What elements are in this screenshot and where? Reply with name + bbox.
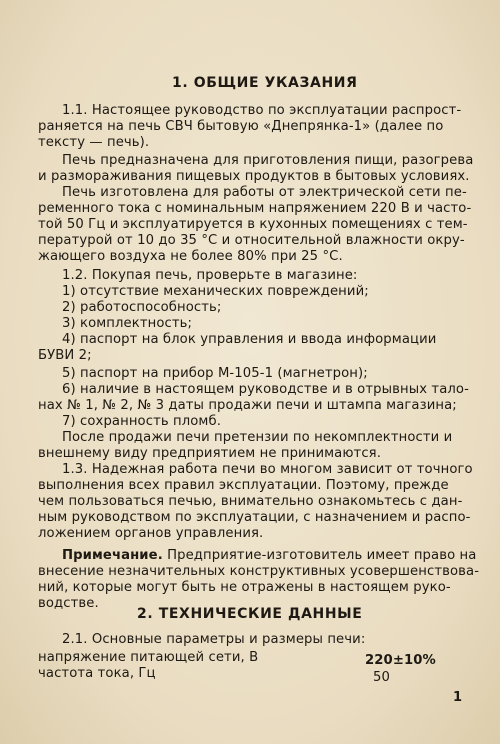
paragraph-1-3-line-4: ным руководством по эксплуатации, с назначением и распо- bbox=[38, 510, 471, 525]
spec-frequency-value: 50 bbox=[373, 670, 390, 685]
checklist-item-4-line-2: БУВИ 2; bbox=[38, 348, 92, 363]
section-1-heading: 1. ОБЩИЕ УКАЗАНИЯ bbox=[172, 75, 358, 91]
spec-frequency-label: частота тока, Гц bbox=[38, 666, 156, 681]
checklist-item-7: 7) сохранность пломб. bbox=[62, 414, 222, 429]
spec-voltage-value: 220±10% bbox=[365, 653, 436, 668]
specs-intro: 2.1. Основные параметры и размеры печи: bbox=[62, 632, 366, 647]
checklist-item-6-line-2: нах № 1, № 2, № 3 даты продажи печи и штампа магазина; bbox=[38, 398, 457, 413]
checklist-item-2: 2) работоспособность; bbox=[62, 300, 222, 315]
paragraph-1-3-line-5: ложением органов управления. bbox=[38, 526, 264, 541]
page-number: 1 bbox=[453, 690, 463, 705]
checklist-item-5: 5) паспорт на прибор М-105-1 (магнетрон); bbox=[62, 366, 368, 381]
note-line-3: ний, которые могут быть не отражены в настоящем руко- bbox=[38, 580, 451, 595]
checklist-item-4-line-1: 4) паспорт на блок управления и ввода информации bbox=[62, 332, 437, 347]
claims-paragraph-line-1: После продажи печи претензии по некомплектности и bbox=[62, 430, 453, 445]
checklist-item-3: 3) комплектность; bbox=[62, 316, 193, 331]
paragraph-power-line-5: жающего воздуха не более 80% при 25 °С. bbox=[38, 249, 343, 264]
note-text: Предприятие-изготовитель имеет право на bbox=[162, 548, 477, 563]
checklist-intro: 1.2. Покупая печь, проверьте в магазине: bbox=[62, 268, 358, 283]
note-line-2: внесение незначительных конструктивных усовершенствова- bbox=[38, 564, 480, 579]
paragraph-power-line-3: той 50 Гц и эксплуатируется в кухонных помещениях с тем- bbox=[38, 217, 468, 232]
checklist-item-6-line-1: 6) наличие в настоящем руководстве и в отрывных тало- bbox=[62, 382, 469, 397]
paragraph-1-3-line-1: 1.3. Надежная работа печи во многом зависит от точного bbox=[62, 462, 473, 477]
claims-paragraph-line-2: внешнему виду предприятием не принимаются. bbox=[38, 446, 382, 461]
paragraph-purpose-line-2: и размораживания пищевых продуктов в бытовых условиях. bbox=[38, 169, 470, 184]
paragraph-1-1-line-2: раняется на печь СВЧ бытовую «Днепрянка-1» (далее по bbox=[38, 119, 444, 134]
paragraph-1-1-line-3: тексту — печь). bbox=[38, 135, 150, 150]
paragraph-1-3-line-3: чем пользоваться печью, внимательно ознакомьтесь с дан- bbox=[38, 494, 463, 509]
paragraph-power-line-2: ременного тока с номинальным напряжением 220 В и часто- bbox=[38, 201, 472, 216]
paragraph-power-line-1: Печь изготовлена для работы от электрической сети пе- bbox=[62, 185, 467, 200]
checklist-item-1: 1) отсутствие механических повреждений; bbox=[62, 284, 369, 299]
note-label: Примечание. bbox=[62, 548, 163, 563]
paragraph-purpose-line-1: Печь предназначена для приготовления пищи, разогрева bbox=[62, 153, 474, 168]
section-2-heading: 2. ТЕХНИЧЕСКИЕ ДАННЫЕ bbox=[137, 606, 363, 622]
paragraph-power-line-4: пературой от 10 до 35 °С и относительной влажности окру- bbox=[38, 233, 465, 248]
paragraph-1-3-line-2: выполнения всех правил эксплуатации. Поэтому, прежде bbox=[38, 478, 449, 493]
paragraph-1-1-line-1: 1.1. Настоящее руководство по эксплуатации распрост- bbox=[62, 103, 462, 118]
note-line-4: водстве. bbox=[38, 596, 99, 611]
note-line-1 bbox=[62, 548, 476, 563]
spec-voltage-label: напряжение питающей сети, В bbox=[38, 650, 259, 665]
